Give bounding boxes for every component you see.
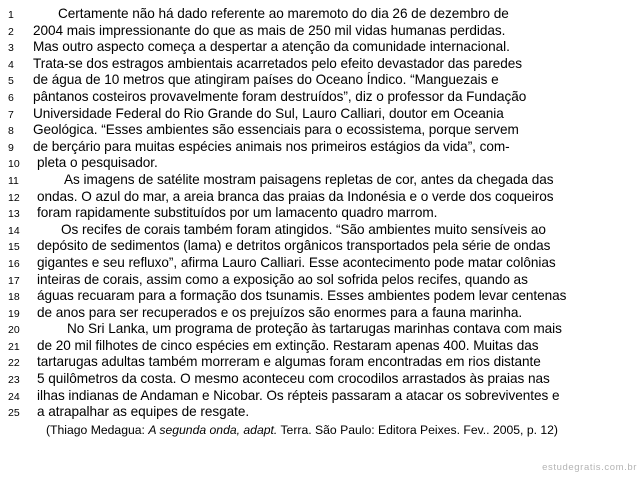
line-number: 17 <box>8 274 20 287</box>
site-watermark: estudegratis.com.br <box>542 462 637 473</box>
line-text: pântanos costeiros provavelmente foram destruídos”, diz o professor da Fundação <box>33 88 527 104</box>
text-line <box>0 272 643 289</box>
text-line <box>0 205 643 222</box>
line-number: 4 <box>8 58 14 71</box>
text-line <box>0 155 643 172</box>
line-number: 5 <box>8 75 14 88</box>
text-line <box>0 139 643 156</box>
line-number: 20 <box>8 324 20 337</box>
text-line <box>0 39 643 56</box>
line-text: depósito de sedimentos (lama) e detritos orgânicos transportados pela série de ondas <box>37 238 551 254</box>
line-text: Geológica. “Esses ambientes são essenciais para o ecossistema, porque servem <box>33 122 519 138</box>
line-number: 13 <box>8 208 20 221</box>
line-number: 24 <box>8 390 20 403</box>
line-number: 8 <box>8 125 14 138</box>
line-number: 7 <box>8 108 14 121</box>
line-text: 2004 mais impressionante do que as mais de 250 mil vidas humanas perdidas. <box>33 22 506 38</box>
line-text: Certamente não há dado referente ao maremoto do dia 26 de dezembro de <box>58 6 509 21</box>
line-text: Trata-se dos estragos ambientais acarretados pelo efeito devastador das paredes <box>33 55 522 71</box>
line-text: Universidade Federal do Rio Grande do Sul, Lauro Calliari, doutor em Oceania <box>33 105 504 121</box>
line-number: 19 <box>8 307 20 320</box>
line-number: 14 <box>8 224 20 237</box>
line-number: 12 <box>8 191 20 204</box>
line-number: 6 <box>8 91 14 104</box>
line-text: águas recuaram para a formação dos tsunamis. Esses ambientes podem levar centenas <box>37 288 567 304</box>
text-line <box>0 23 643 40</box>
text-line <box>0 72 643 89</box>
text-line <box>0 89 643 106</box>
citation-publication: Terra. São Paulo: Editora Peixes. Fev.. 2005, p. 12) <box>277 423 558 437</box>
text-line <box>0 305 643 322</box>
citation-author: (Thiago Medagua: <box>46 423 149 437</box>
line-text: No Sri Lanka, um programa de proteção às tartarugas marinhas contava com mais <box>67 321 562 337</box>
line-text: Os recifes de corais também foram atingidos. “São ambientes muito sensíveis ao <box>61 221 546 237</box>
line-text: ondas. O azul do mar, a areia branca das praias da Indonésia e o verde dos coqueiros <box>37 188 554 204</box>
line-text: a atrapalhar as equipes de resgate. <box>37 404 250 420</box>
line-text: gigantes e seu refluxo”, afirma Lauro Calliari. Esse acontecimento pode matar colônias <box>37 254 556 270</box>
citation-title: A segunda onda, adapt. <box>148 423 278 437</box>
line-text: de anos para ser recuperados e os prejuízos são enormes para a fauna marinha. <box>37 304 523 320</box>
line-text: de berçário para muitas espécies animais nos primeiros estágios da vida”, com- <box>33 138 510 154</box>
line-text: inteiras de corais, assim como a exposição ao sol sofrida pelos recifes, quando as <box>37 271 528 287</box>
line-text: de 20 mil filhotes de cinco espécies em extinção. Restaram apenas 400. Muitas das <box>37 337 539 353</box>
line-number: 15 <box>8 241 20 254</box>
text-line <box>0 404 643 421</box>
line-number: 18 <box>8 291 20 304</box>
line-text: foram rapidamente substituídos por um lamacento quadro marrom. <box>37 205 438 221</box>
text-line <box>0 388 643 405</box>
text-line <box>0 255 643 272</box>
text-line <box>0 321 643 338</box>
line-number: 10 <box>8 158 20 171</box>
line-number: 23 <box>8 374 20 387</box>
text-line <box>0 338 643 355</box>
line-text: ilhas indianas de Andaman e Nicobar. Os répteis passaram a atacar os sobreviventes e <box>37 387 560 403</box>
line-number: 21 <box>8 340 20 353</box>
line-text: de água de 10 metros que atingiram países do Oceano Índico. “Manguezais e <box>33 72 499 88</box>
line-text: Mas outro aspecto começa a despertar a atenção da comunidade internacional. <box>33 39 510 55</box>
text-line <box>0 6 643 23</box>
text-line <box>0 354 643 371</box>
line-number: 2 <box>8 25 14 38</box>
line-number: 9 <box>8 141 14 154</box>
source-citation <box>46 423 558 437</box>
line-number: 11 <box>8 174 19 187</box>
text-line <box>0 106 643 123</box>
text-line <box>0 238 643 255</box>
text-line <box>0 288 643 305</box>
line-number: 25 <box>8 407 20 420</box>
text-line <box>0 371 643 388</box>
line-number: 3 <box>8 42 14 55</box>
text-line <box>0 189 643 206</box>
line-text: 5 quilômetros da costa. O mesmo aconteceu com crocodilos arrastados às praias nas <box>37 371 550 387</box>
document-body <box>0 6 643 421</box>
text-line <box>0 172 643 189</box>
line-number: 1 <box>8 9 14 21</box>
line-number: 22 <box>8 357 20 370</box>
line-text: tartarugas adultas também morreram e algumas foram encontradas em rios distante <box>37 354 541 370</box>
line-text: As imagens de satélite mostram paisagens repletas de cor, antes da chegada das <box>64 171 554 187</box>
text-line <box>0 222 643 239</box>
line-text: pleta o pesquisador. <box>37 155 158 171</box>
text-line <box>0 122 643 139</box>
line-number: 16 <box>8 257 20 270</box>
text-line <box>0 56 643 73</box>
